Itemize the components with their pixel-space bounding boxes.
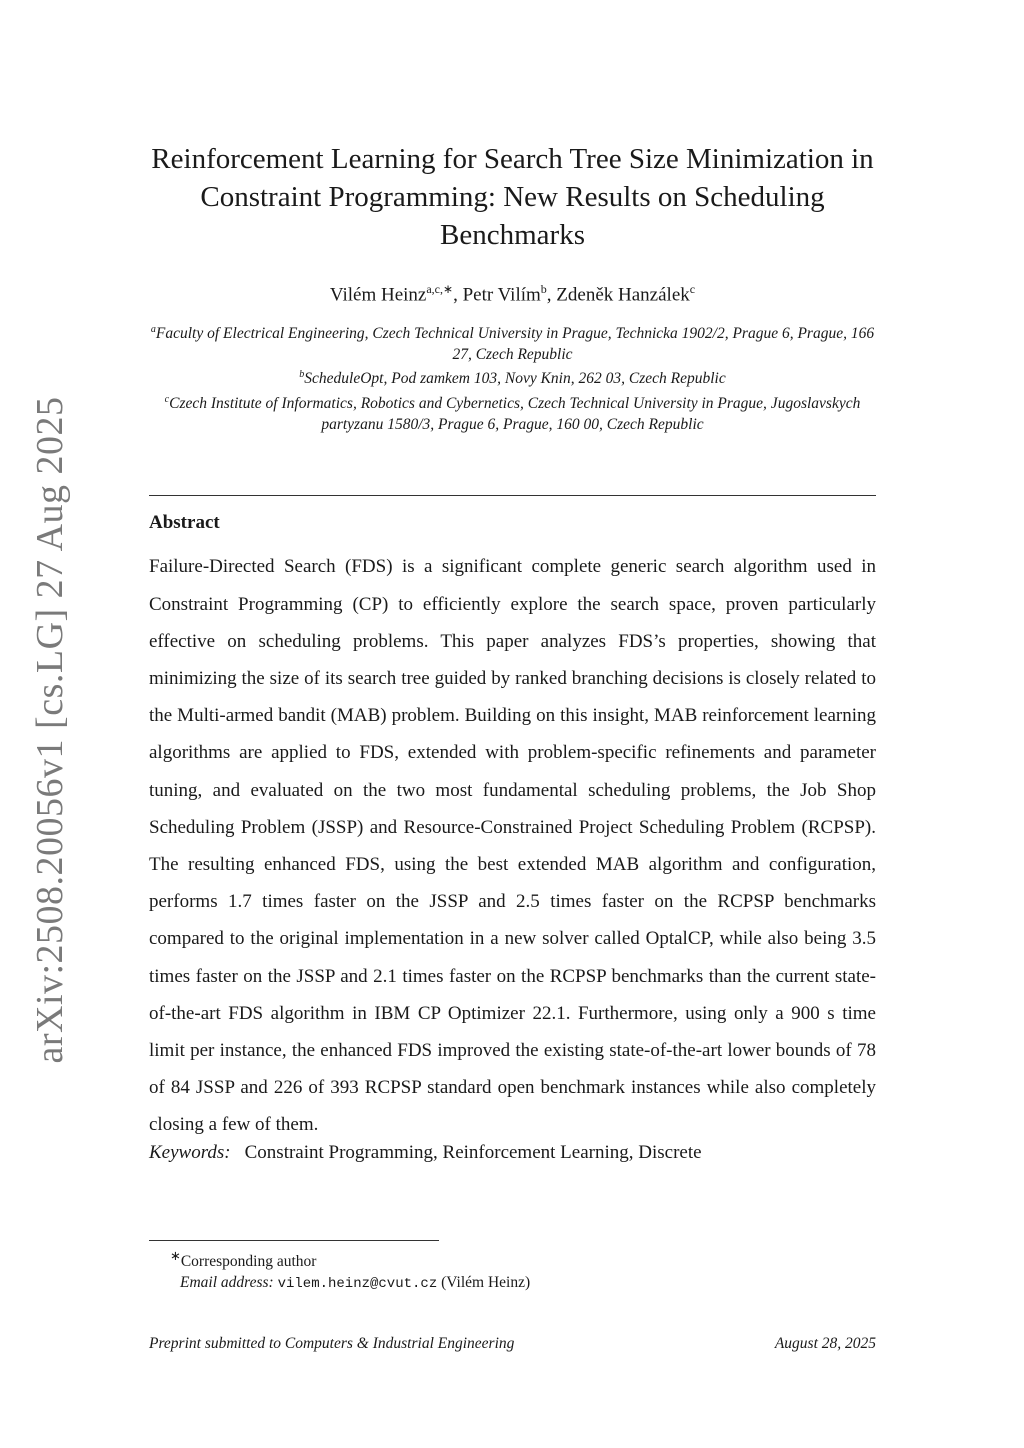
email-owner: (Vilém Heinz) bbox=[441, 1274, 531, 1292]
corresponding-author-text: Corresponding author bbox=[180, 1253, 317, 1271]
abstract-divider bbox=[149, 495, 876, 496]
abstract-text: Failure-Directed Search (FDS) is a significant complete generic search algorithm used in Constraint Programming (CP) to efficiently explore the search space, proven particularly effective on scheduling problems. This paper analyzes FDS’s properties, showing that minimizing the size of its search tree guided by ranked branching decisions is closely related to the Multi-armed bandit (MAB) problem. Building on this insight, MAB reinforcement learning algorithms are applied to FDS, extended with problem-specific refinements and parameter tuning, and evaluated on the two most fundamental scheduling problems, the Job Shop Scheduling Problem (JSSP) and Resource-Constrained Project Scheduling Problem (RCPSP). The resulting enhanced FDS, using the best extended MAB algorithm and configuration, performs 1.7 times faster on the JSSP and 2.5 times faster on the RCPSP benchmarks compared to the original implementation in a new solver called OptalCP, while also being 3.5 times faster on the JSSP and 2.1 times faster on the RCPSP benchmarks than the current state-of-the-art FDS algorithm in IBM CP Optimizer 22.1. Furthermore, using only a 900 s time limit per instance, the enhanced FDS improved the existing state-of-the-art lower bounds of 78 of 84 JSSP and 226 of 393 RCPSP standard open benchmark instances while also completely closing a few of them. bbox=[149, 556, 876, 1136]
affiliation-mark: a bbox=[150, 324, 156, 336]
email-label: Email address: bbox=[180, 1274, 274, 1292]
author-affiliation-mark: a,c,∗ bbox=[426, 282, 454, 296]
author-name: Zdeněk Hanzálek bbox=[556, 284, 690, 306]
email-line bbox=[170, 1272, 530, 1295]
footer-journal: Preprint submitted to Computers & Industrial Engineering bbox=[149, 1335, 515, 1352]
abstract-heading: Abstract bbox=[149, 512, 220, 534]
footnote-divider bbox=[149, 1240, 439, 1241]
author-list: Vilém Heinz$^{a,c,∗}$, Petr Vilím$^b$, Zdeněk Hanzálek$^c$ bbox=[329, 282, 696, 306]
page-footer bbox=[149, 1335, 876, 1353]
footnote bbox=[170, 1245, 530, 1295]
affiliation-mark: b bbox=[299, 369, 305, 381]
affiliation-item bbox=[149, 390, 876, 435]
affiliation-list bbox=[149, 320, 876, 435]
affiliation-mark: c bbox=[164, 394, 170, 406]
affiliation-item bbox=[149, 320, 876, 365]
affiliation-item bbox=[149, 365, 876, 390]
author-name: Vilém Heinz bbox=[329, 284, 427, 306]
footer-date: August 28, 2025 bbox=[774, 1335, 876, 1352]
affiliation-text: Czech Institute of Informatics, Robotics and Cybernetics, Czech Technical University in Prague, Jugoslavskych partyzanu 1580/3, Prague 6, Prague, 160 00, Czech Republic bbox=[169, 395, 861, 433]
affiliation-text: Faculty of Electrical Engineering, Czech Technical University in Prague, Technicka 1902/2, Prague 6, Prague, 166 27, Czech Republic bbox=[155, 325, 875, 363]
paper-title: Reinforcement Learning for Search Tree Size Minimization in Constraint Programming: New Results on Scheduling Benchmarks bbox=[151, 143, 874, 251]
corresponding-author-note bbox=[170, 1245, 530, 1272]
email-link[interactable]: vilem.heinz@cvut.cz bbox=[277, 1276, 438, 1293]
author-affiliation-mark: c bbox=[689, 282, 696, 296]
keywords-label: Keywords: bbox=[149, 1141, 231, 1163]
author-name: Petr Vilím bbox=[462, 284, 541, 306]
footnote-mark: ∗ bbox=[170, 1248, 181, 1263]
affiliation-text: ScheduleOpt, Pod zamkem 103, Novy Knin, 262 03, Czech Republic bbox=[304, 370, 726, 388]
keywords-text: Constraint Programming, Reinforcement Learning, Discrete bbox=[244, 1141, 702, 1163]
arxiv-identifier-stamp: arXiv:2508.20056v1 [cs.LG] 27 Aug 2025 bbox=[29, 396, 71, 1064]
keywords-line bbox=[149, 1142, 876, 1164]
author-affiliation-mark: b bbox=[540, 282, 547, 296]
paper-first-page bbox=[149, 140, 876, 1164]
